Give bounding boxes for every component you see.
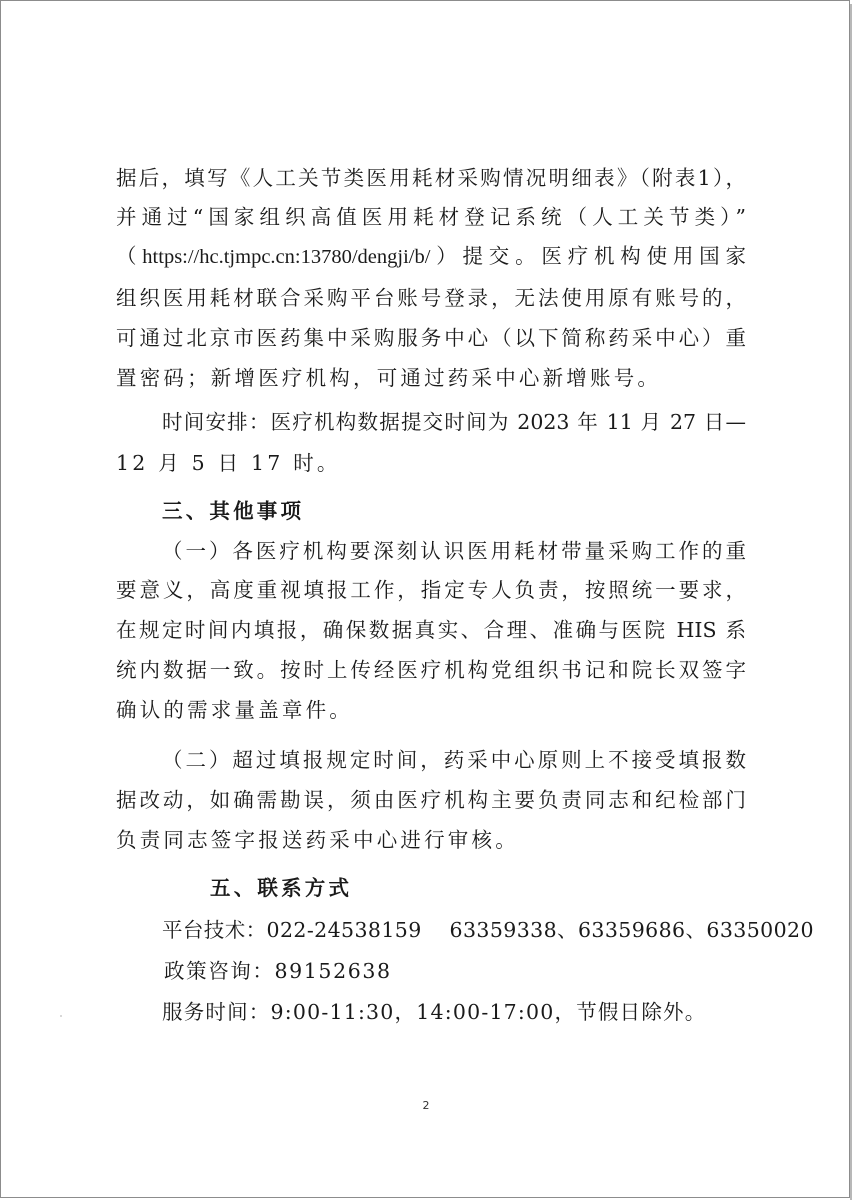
scan-speck xyxy=(60,1015,62,1017)
item-one-line: 在规定时间内填报，确保数据真实、合理、准确与医院 HIS 系 xyxy=(116,618,746,642)
contact-tech-support: 平台技术：022-24538159 63359338、63359686、63350020 xyxy=(162,918,814,942)
section-heading-other-matters: 三、其他事项 xyxy=(162,499,305,523)
section-heading-contact: 五、联系方式 xyxy=(210,876,353,900)
contact-service-hours: 服务时间：9:00-11:30，14:00-17:00，节假日除外。 xyxy=(162,1000,707,1024)
item-one-line: 确认的需求量盖章件。 xyxy=(116,698,353,722)
body-line: 并通过“国家组织高值医用耗材登记系统（人工关节类）” xyxy=(116,205,746,229)
item-two-line: 负责同志签字报送药采中心进行审核。 xyxy=(116,828,519,852)
item-one-line: 统内数据一致。按时上传经医疗机构党组织书记和院长双签字 xyxy=(116,658,746,682)
item-two-line: （二）超过填报规定时间，药采中心原则上不接受填报数 xyxy=(162,748,746,772)
page-number: 2 xyxy=(422,1099,430,1112)
schedule-line: 时间安排：医疗机构数据提交时间为 2023 年 11 月 27 日— xyxy=(162,410,746,434)
body-line: 置密码；新增医疗机构，可通过药采中心新增账号。 xyxy=(116,366,662,390)
body-line-url: （https://hc.tjmpc.cn:13780/dengji/b/）提交。医疗机构使用国家 xyxy=(116,246,746,268)
body-line: 组织医用耗材联合采购平台账号登录，无法使用原有账号的， xyxy=(116,286,746,310)
schedule-line: 12 月 5 日 17 时。 xyxy=(116,451,341,475)
item-one-line: 要意义，高度重视填报工作，指定专人负责，按照统一要求， xyxy=(116,578,746,602)
contact-policy-consult: 政策咨询：89152638 xyxy=(164,959,392,983)
item-two-line: 据改动，如确需勘误，须由医疗机构主要负责同志和纪检部门 xyxy=(116,788,746,812)
item-one-line: （一）各医疗机构要深刻认识医用耗材带量采购工作的重 xyxy=(162,539,746,563)
body-line: 可通过北京市医药集中采购服务中心（以下简称药采中心）重 xyxy=(116,326,746,350)
body-line: 据后，填写《人工关节类医用耗材采购情况明细表》（附表1）， xyxy=(116,166,746,190)
